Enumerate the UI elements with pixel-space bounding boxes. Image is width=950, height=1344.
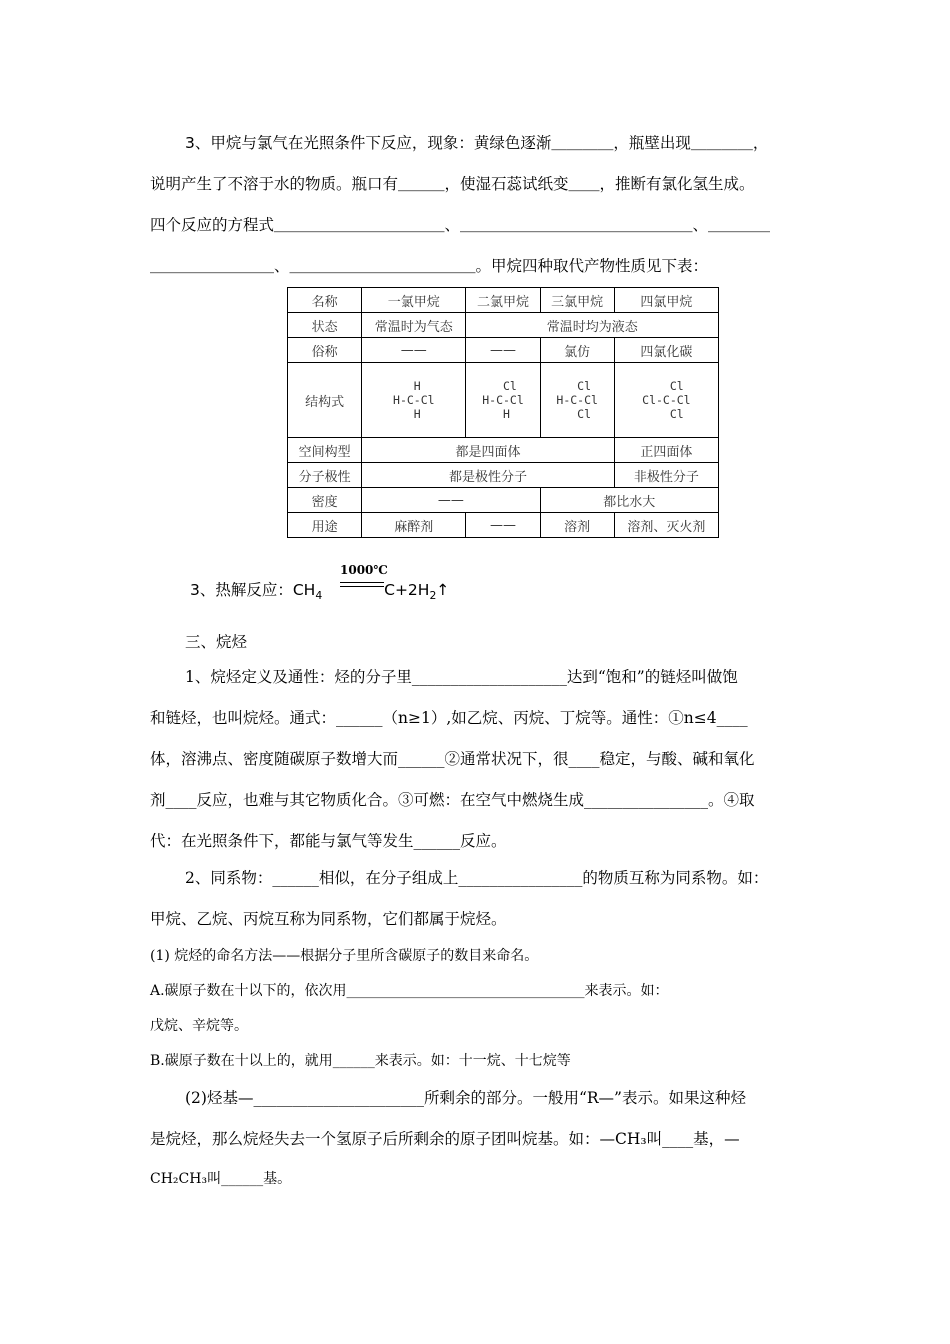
up-arrow-icon: ↑ [436,581,450,599]
table-row [288,463,719,488]
text-line: 甲烷、乙烷、丙烷互称为同系物，它们都属于烷烃。 [150,910,507,928]
table-row [288,338,719,363]
table-cell [362,363,466,438]
text-line: 和链烃，也叫烷烃。通式：______（n≥1）,如乙烷、丙烷、丁烷等。通性：①n≤4____ [150,709,748,727]
section-heading-alkane: 三、烷烃 [185,633,248,651]
text-line: 是烷烃，那么烷烃失去一个氢原子后所剩余的原子团叫烷基。如：—CH₃叫____基，— [150,1130,740,1148]
table-cell: —— [466,338,540,363]
table-cell [540,363,614,438]
text-line: 1、烷烃定义及通性：烃的分子里____________________达到“饱和”的链烃叫做饱 [185,668,738,686]
table-cell: 结构式 [288,363,362,438]
text-line: 体，溶沸点、密度随碳原子数增大而______②通常状况下，很____稳定，与酸、碱和氧化 [150,750,755,768]
table-cell: 俗称 [288,338,362,363]
table-cell: 密度 [288,488,362,513]
table-cell: 用途 [288,513,362,538]
pyrolysis-label: 3、热解反应：CH [190,581,316,599]
pyrolysis-product: C+2H [384,581,430,599]
table-row [288,288,719,313]
subscript: 2 [429,589,437,603]
table-cell: 四氯甲烷 [614,288,718,313]
table-cell: 非极性分子 [614,463,718,488]
text-line: 2、同系物：______相似，在分子组成上________________的物质互称为同系物。如： [185,869,769,887]
equals-bar [340,586,384,587]
text-line: 代：在光照条件下，都能与氯气等发生______反应。 [150,832,507,850]
text-line: (2)烃基—______________________所剩余的部分。一般用“R—”表示。如果这种烃 [185,1089,746,1107]
table-cell: 分子极性 [288,463,362,488]
subscript: 4 [315,589,323,603]
section3-line3: 四个反应的方程式＿＿＿＿＿＿＿＿＿＿＿、＿＿＿＿＿＿＿＿＿＿＿＿＿＿＿、＿＿＿＿ [150,216,771,234]
equals-bar [340,582,384,583]
table-row [288,313,719,338]
text-line: (1) 烷烃的命名方法——根据分子里所含碳原子的数目来命名。 [150,948,539,964]
table-cell: 氯仿 [540,338,614,363]
structural-formula: Cl Cl-C-Cl Cl [642,378,691,421]
table-cell: 四氯化碳 [614,338,718,363]
table-row [288,438,719,463]
text-line: CH₂CH₃叫______基。 [150,1171,292,1187]
table-cell: —— [362,488,540,513]
structural-formula: H H-C-Cl H [393,378,435,421]
table-cell: 三氯甲烷 [540,288,614,313]
substitution-products-table [287,287,719,538]
table-cell: 常温时为气态 [362,313,466,338]
table-cell: 都是极性分子 [362,463,615,488]
table-cell: 一氯甲烷 [362,288,466,313]
structural-formula: Cl H-C-Cl Cl [556,378,598,421]
table-cell: 都是四面体 [362,438,615,463]
table-row [288,363,719,438]
table-row [288,513,719,538]
table-cell: 溶剂、灭火剂 [614,513,718,538]
table-cell: 状态 [288,313,362,338]
table-cell [614,363,718,438]
table-cell: —— [466,513,540,538]
text-line: A.碳原子数在十以下的，依次用__________________________________来表示。如： [150,983,669,999]
table-cell: 正四面体 [614,438,718,463]
table-cell: 溶剂 [540,513,614,538]
text-line: 剂____反应，也难与其它物质化合。③可燃：在空气中燃烧生成________________。④取 [150,791,755,809]
table-cell: —— [362,338,466,363]
table-cell: 二氯甲烷 [466,288,540,313]
table-cell: 都比水大 [540,488,718,513]
table-cell: 常温时均为液态 [466,313,719,338]
section3-line2: 说明产生了不溶于水的物质。瓶口有＿＿＿，使湿石蕊试纸变＿＿，推断有氯化氢生成。 [150,175,755,193]
text-line: B.碳原子数在十以上的，就用______来表示。如：十一烷、十七烷等 [150,1053,571,1069]
table-row [288,488,719,513]
pyrolysis-equation [190,578,449,602]
structural-formula: Cl H-C-Cl H [482,378,524,421]
table-cell [466,363,540,438]
section3-line1: 3、甲烷与氯气在光照条件下反应，现象：黄绿色逐渐＿＿＿＿，瓶壁出现＿＿＿＿， [185,134,769,152]
section3-line4: ＿＿＿＿＿＿＿＿、＿＿＿＿＿＿＿＿＿＿＿＿。甲烷四种取代产物性质见下表： [150,257,709,275]
table-cell: 名称 [288,288,362,313]
table-cell: 空间构型 [288,438,362,463]
table-cell: 麻醉剂 [362,513,466,538]
text-line: 戊烷、辛烷等。 [150,1018,248,1034]
reaction-condition: 1000℃ [340,563,388,577]
